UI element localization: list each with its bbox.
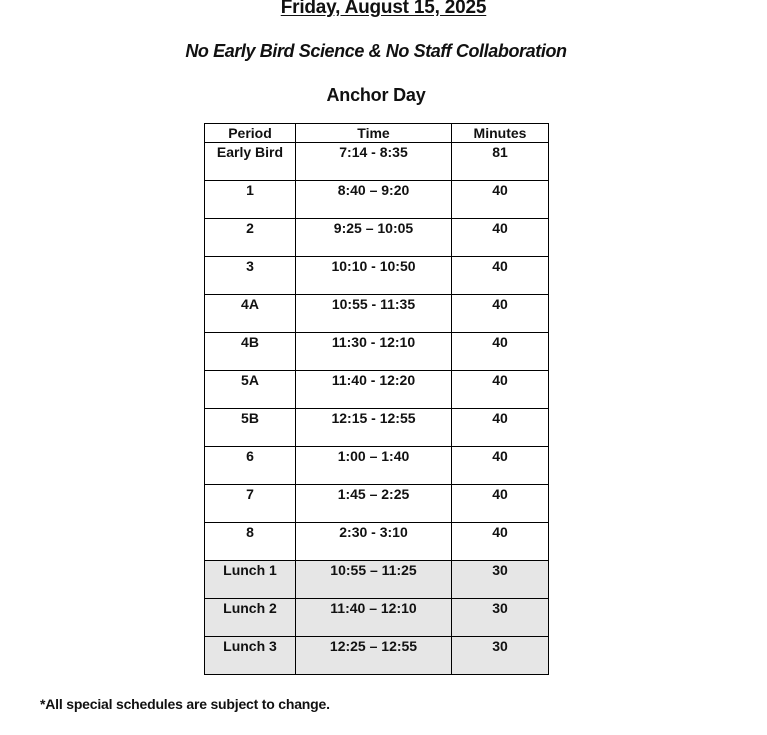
cell-minutes: 40 [452,447,549,485]
cell-period: 1 [205,181,296,219]
table-row [205,409,549,447]
schedule-table [204,123,549,675]
cell-minutes: 40 [452,333,549,371]
cell-period: 6 [205,447,296,485]
footnote: *All special schedules are subject to change. [40,696,330,712]
cell-time: 10:55 – 11:25 [296,561,452,599]
header-minutes: Minutes [452,124,549,143]
day-type-heading: Anchor Day [326,85,426,105]
table-header-row [205,124,549,143]
cell-minutes: 40 [452,371,549,409]
page-title: Friday, August 15, 2025 [280,0,487,18]
cell-minutes: 40 [452,181,549,219]
table-row [205,447,549,485]
cell-minutes: 30 [452,599,549,637]
cell-minutes: 81 [452,143,549,181]
cell-minutes: 40 [452,219,549,257]
cell-time: 8:40 – 9:20 [296,181,452,219]
cell-minutes: 40 [452,409,549,447]
cell-time: 12:25 – 12:55 [296,637,452,675]
cell-minutes: 40 [452,257,549,295]
table-row [205,143,549,181]
cell-period: Early Bird [205,143,296,181]
cell-period: 5A [205,371,296,409]
cell-period: Lunch 3 [205,637,296,675]
cell-minutes: 30 [452,637,549,675]
table-row [205,637,549,675]
cell-time: 2:30 - 3:10 [296,523,452,561]
table-row [205,295,549,333]
cell-period: Lunch 2 [205,599,296,637]
cell-time: 1:00 – 1:40 [296,447,452,485]
header-time: Time [296,124,452,143]
cell-period: 3 [205,257,296,295]
cell-period: 4B [205,333,296,371]
table-row [205,181,549,219]
cell-time: 10:10 - 10:50 [296,257,452,295]
table-row [205,219,549,257]
table-row [205,485,549,523]
cell-minutes: 40 [452,295,549,333]
cell-period: Lunch 1 [205,561,296,599]
cell-minutes: 40 [452,485,549,523]
cell-time: 1:45 – 2:25 [296,485,452,523]
table-row [205,599,549,637]
cell-time: 12:15 - 12:55 [296,409,452,447]
cell-time: 10:55 - 11:35 [296,295,452,333]
cell-period: 2 [205,219,296,257]
cell-time: 7:14 - 8:35 [296,143,452,181]
cell-minutes: 30 [452,561,549,599]
cell-time: 11:40 - 12:20 [296,371,452,409]
schedule-rows [205,143,549,675]
schedule-subtitle: No Early Bird Science & No Staff Collaboration [185,41,567,61]
cell-period: 4A [205,295,296,333]
cell-minutes: 40 [452,523,549,561]
table-row [205,333,549,371]
table-row [205,371,549,409]
cell-time: 9:25 – 10:05 [296,219,452,257]
cell-period: 8 [205,523,296,561]
table-row [205,257,549,295]
table-row [205,561,549,599]
header-period: Period [205,124,296,143]
cell-time: 11:40 – 12:10 [296,599,452,637]
cell-time: 11:30 - 12:10 [296,333,452,371]
cell-period: 7 [205,485,296,523]
table-row [205,523,549,561]
cell-period: 5B [205,409,296,447]
